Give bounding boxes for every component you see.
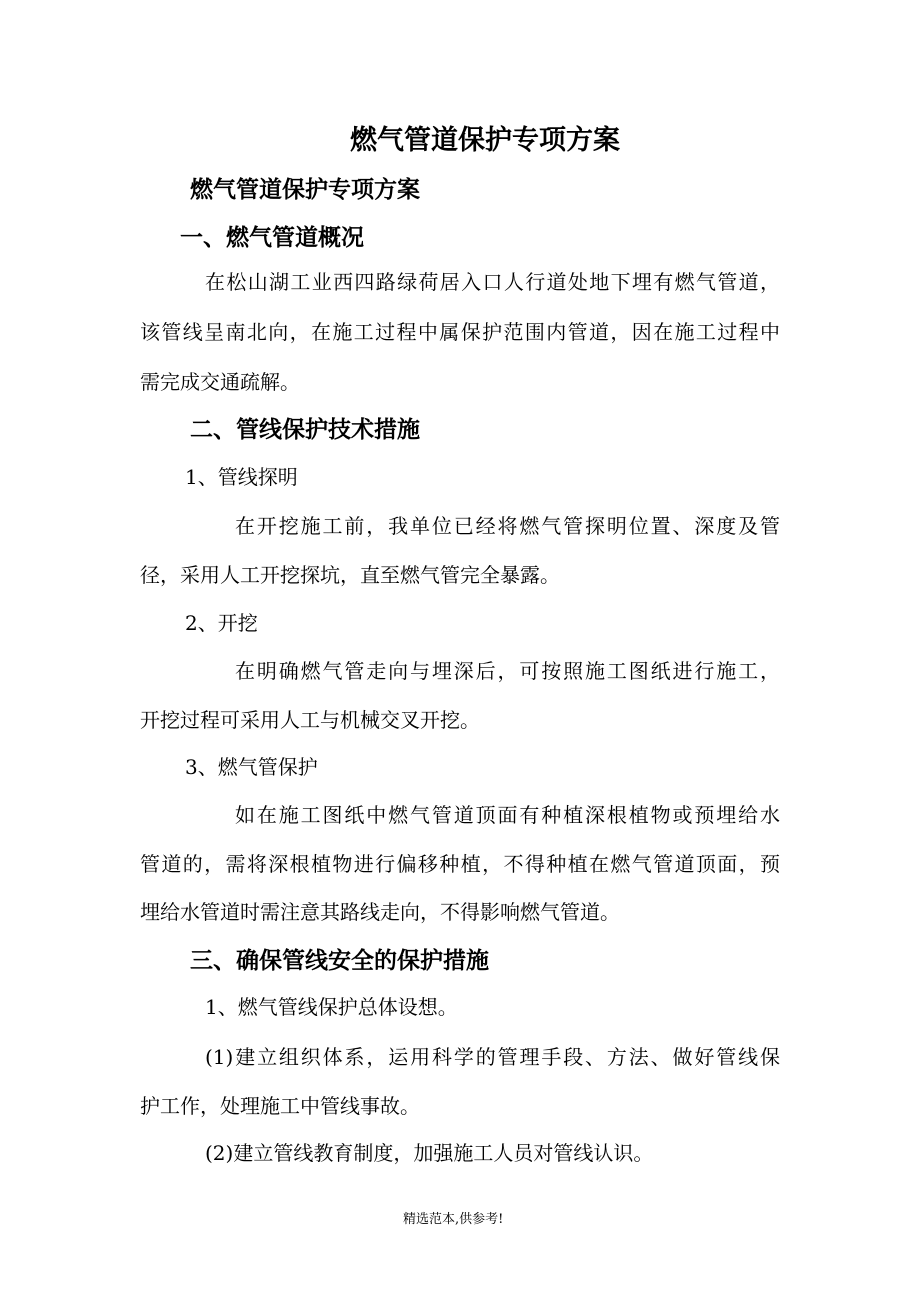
section2-item1-line-2: 径，采用人工开挖探坑，直至燃气管完全暴露。: [140, 563, 560, 587]
section1-line-3: 需完成交通疏解。: [140, 370, 300, 394]
page-title: 燃气管道保护专项方案: [350, 125, 620, 156]
section2-item2-label: 2、开挖: [185, 611, 258, 635]
section3-point1-line-1: (1)建立组织体系，运用科学的管理手段、方法、做好管线保: [205, 1045, 780, 1069]
section1-line-2: 该管线呈南北向，在施工过程中属保护范围内管道，因在施工过程中: [140, 320, 780, 344]
section2-item3-line-1: 如在施工图纸中燃气管道顶面有种植深根植物或预埋给水: [235, 803, 780, 827]
section1-line-1: 在松山湖工业西四路绿荷居入口人行道处地下埋有燃气管道，: [205, 270, 780, 294]
section2-item3-label: 3、燃气管保护: [185, 755, 318, 779]
section3-item1-label: 1、燃气管线保护总体设想。: [205, 995, 458, 1019]
section2-item3-line-3: 埋给水管道时需注意其路线走向，不得影响燃气管道。: [140, 900, 620, 924]
section2-heading: 二、管线保护技术措施: [190, 417, 420, 443]
section3-point1-line-2: 护工作，处理施工中管线事故。: [140, 1094, 420, 1118]
section2-item3-line-2: 管道的，需将深根植物进行偏移种植，不得种植在燃气管道顶面，预: [140, 852, 780, 876]
section1-heading: 一、燃气管道概况: [180, 225, 364, 251]
section3-heading: 三、确保管线安全的保护措施: [190, 948, 489, 974]
section2-item2-line-2: 开挖过程可采用人工与机械交叉开挖。: [140, 708, 480, 732]
section2-item1-label: 1、管线探明: [185, 465, 298, 489]
section2-item1-line-1: 在开挖施工前，我单位已经将燃气管探明位置、深度及管: [235, 514, 780, 538]
document-subtitle: 燃气管道保护专项方案: [190, 177, 420, 203]
section3-point2-line-1: (2)建立管线教育制度，加强施工人员对管线认识。: [205, 1141, 654, 1165]
page-footer: 精选范本,供参考!: [403, 1212, 504, 1227]
section2-item2-line-1: 在明确燃气管走向与埋深后，可按照施工图纸进行施工，: [235, 659, 780, 683]
